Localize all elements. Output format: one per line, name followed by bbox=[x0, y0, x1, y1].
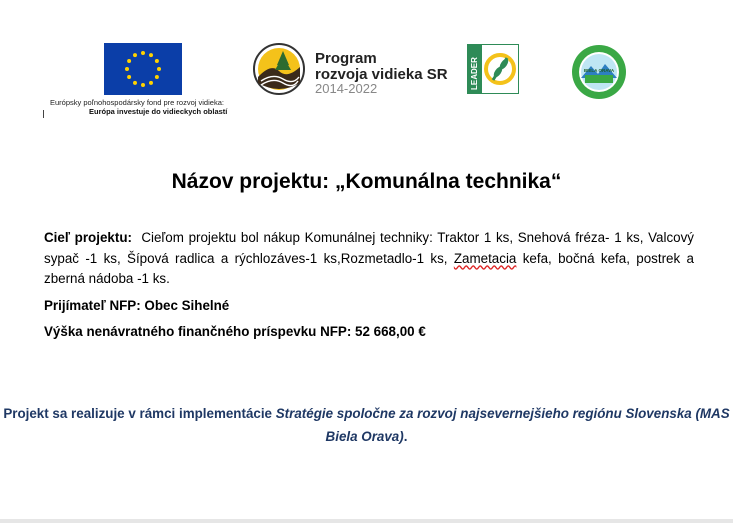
program-title-line2: rozvoja vidieka SR bbox=[315, 66, 448, 83]
logo-strip bbox=[0, 0, 733, 120]
recipient-line: Prijímateľ NFP: Obec Sihelné bbox=[44, 298, 230, 313]
implementation-note bbox=[0, 402, 733, 448]
goal-text-part2: kefa, bočná kefa, postrek a zberná nádoba -1 ks. bbox=[44, 250, 694, 287]
goal-paragraph bbox=[44, 228, 694, 290]
svg-text:BIELA ORAVA: BIELA ORAVA bbox=[583, 68, 615, 73]
spellcheck-word: Zametacia bbox=[453, 250, 517, 266]
leader-logo bbox=[467, 44, 519, 94]
eu-caption-line2: Európa investuje do vidieckych oblastí bbox=[89, 107, 228, 116]
eu-caption-line1: Európsky poľnohospodársky fond pre rozvoj vidieka: bbox=[50, 98, 224, 107]
mas-biela-orava-logo bbox=[571, 44, 627, 100]
goal-text-part1: Cieľom projektu bol nákup Komunálnej techniky: Traktor 1 ks, Snehová fréza- 1 ks, Valcový sypač -1 ks, Šípová radlica a rýchlozáves-1 ks,Rozmetadlo-1 ks, bbox=[44, 230, 694, 266]
page-title: Názov projektu: „Komunálna technika“ bbox=[171, 170, 562, 193]
prv-emblem-logo bbox=[253, 43, 305, 95]
svg-text:LEADER: LEADER bbox=[470, 57, 479, 90]
eu-flag-logo bbox=[104, 43, 182, 95]
grant-amount-line: Výška nenávratného finančného príspevku NFP: 52 668,00 € bbox=[44, 324, 426, 339]
footer-text-part1: Projekt sa realizuje v rámci implementácie bbox=[3, 406, 276, 421]
page-bottom-edge bbox=[0, 519, 733, 523]
footer-text-part2: . bbox=[403, 429, 408, 444]
footer-strategy-name: Stratégie spoločne za rozvoj najsevernejšieho regiónu Slovenska (MAS Biela Orava) bbox=[275, 406, 730, 444]
project-goal bbox=[44, 228, 694, 290]
goal-label: Cieľ projektu: bbox=[44, 230, 132, 245]
program-years: 2014-2022 bbox=[315, 81, 378, 96]
program-title-line1: Program bbox=[315, 50, 377, 67]
eu-stars-icon bbox=[104, 43, 182, 95]
text-cursor-mark bbox=[43, 110, 44, 118]
